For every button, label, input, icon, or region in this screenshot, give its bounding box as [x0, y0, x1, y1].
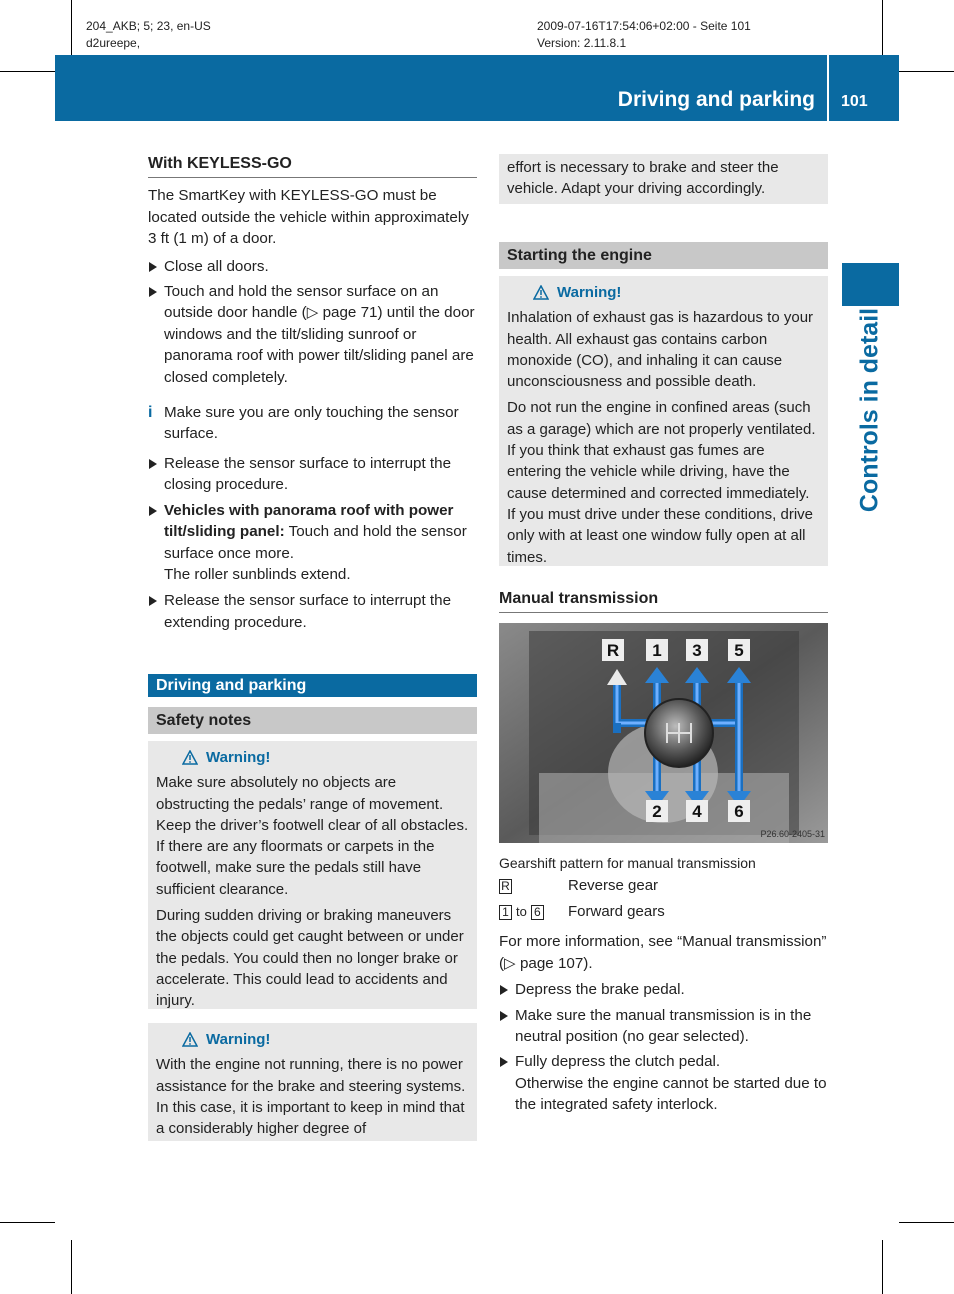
page-number: 101 [841, 93, 868, 110]
bullet-clutch [499, 1051, 828, 1115]
legend-reverse-text: Reverse gear [568, 877, 659, 895]
warning-triangle-icon [182, 750, 198, 765]
gear-label: 4 [692, 802, 702, 822]
bullet-release-extending: Release the sensor surface to interrupt the extending procedure. [148, 590, 477, 633]
warning-header [156, 1029, 469, 1050]
warning-triangle-icon [533, 285, 549, 300]
crop-mark [899, 1222, 954, 1223]
side-tab-marker [842, 263, 899, 306]
bullet-touch-sensor: Touch and hold the sensor surface on an outside door handle (▷ page 71) until the door windows and the tilt/sliding sunroof or panorama roof with power tilt/sliding panel are closed completely. [148, 281, 477, 388]
warning-text: During sudden driving or braking maneuvers the objects could get caught between or under the pedals. You could then no longer brake or accelerate. This could lead to accidents and injury. [156, 907, 464, 1010]
warning-triangle-icon [182, 1032, 198, 1047]
gear-label: 1 [652, 641, 662, 661]
bullet-panorama [148, 500, 477, 586]
legend-forward-text: Forward gears [568, 903, 665, 921]
bullet-release-closing: Release the sensor surface to interrupt the closing procedure. [148, 453, 477, 496]
warning-header [156, 747, 469, 768]
section-starting-engine: Starting the engine [499, 242, 828, 269]
info-text: Make sure you are only touching the sensor surface. [164, 404, 459, 443]
bullet-clutch-text: Fully depress the clutch pedal. [515, 1053, 721, 1071]
crop-mark [882, 0, 883, 55]
manual-transmission-heading: Manual transmission [499, 588, 828, 613]
meta-line: Version: 2.11.8.1 [537, 36, 627, 50]
crop-mark [0, 71, 55, 72]
warning-box-exhaust [499, 276, 828, 566]
warning-text: Make sure absolutely no objects are obstructing the pedals’ range of movement. Keep the driver’s footwell clear of all obstacles. If there are any floormats or carpets in the footwell, make sure the pedals still have sufficient clearance. [156, 774, 469, 898]
meta-line: d2ureepe, [86, 36, 141, 50]
right-column [499, 588, 828, 1116]
key-1: 1 [499, 905, 512, 920]
warning-header [507, 282, 820, 303]
warning-text: With the engine not running, there is no power assistance for the brake and steering systems. In this case, it is important to keep in mind that a considerably higher degree of [156, 1056, 466, 1138]
page-header [55, 55, 899, 121]
meta-line: 204_AKB; 5; 23, en-US [86, 19, 211, 33]
keyless-heading: With KEYLESS-GO [148, 153, 477, 178]
warning-box-pedals [148, 741, 477, 1009]
crop-mark [71, 0, 72, 55]
image-code: P26.60-2405-31 [760, 829, 825, 840]
gear-label: 3 [692, 641, 702, 661]
more-info-text: For more information, see “Manual transmission” (▷ page 107). [499, 933, 827, 972]
bullet-close-doors: Close all doors. [148, 256, 477, 277]
crop-mark [71, 1240, 72, 1294]
gearshift-image [499, 623, 828, 843]
gear-label: R [606, 641, 620, 661]
meta-line: 2009-07-16T17:54:06+02:00 - Seite 101 [537, 19, 751, 33]
legend-row-reverse [499, 873, 828, 899]
crop-mark [882, 1240, 883, 1294]
bullet-panorama-line2: The roller sunblinds extend. [164, 565, 351, 583]
key-6: 6 [531, 905, 544, 920]
side-tab-label: Controls in detail [855, 307, 884, 513]
print-meta-right [537, 18, 751, 52]
warning-label: Warning! [206, 749, 271, 766]
gear-label: 2 [652, 802, 662, 822]
continued-warning-box [499, 154, 828, 204]
warning-text: Do not run the engine in confined areas (such as a garage) which are not properly ventilated. If you think that exhaust gas fumes are entering the vehicle while driving, have the cause determined and corrected immediately. If you must drive under these conditions, drive only with at least one window fully open at all times. [507, 399, 816, 566]
key-r: R [499, 879, 512, 894]
bullet-panorama-bold: Vehicles with panorama roof with power tilt/sliding panel: [164, 501, 454, 541]
info-note [148, 402, 477, 445]
bullet-panorama-text: Touch and hold the sensor surface once more. [164, 523, 467, 562]
legend-to: to [516, 904, 527, 920]
legend-row-forward [499, 899, 828, 925]
gearshift-pattern-illustration [499, 623, 828, 843]
warning-text: effort is necessary to brake and steer the vehicle. Adapt your driving accordingly. [507, 159, 779, 198]
gear-label: 5 [734, 641, 744, 661]
info-icon: i [148, 404, 153, 422]
crop-mark [0, 1222, 55, 1223]
section-safety-notes: Safety notes [148, 707, 477, 734]
warning-label: Warning! [557, 284, 622, 301]
warning-text: Inhalation of exhaust gas is hazardous to your health. All exhaust gas contains carbon monoxide (CO), and inhaling it can cause unconsciousness and possible death. [507, 309, 814, 391]
section-driving-parking: Driving and parking [148, 674, 477, 697]
header-divider [827, 55, 829, 121]
bullet-neutral: Make sure the manual transmission is in the neutral position (no gear selected). [499, 1005, 828, 1048]
crop-mark [899, 71, 954, 72]
gear-label: 6 [734, 802, 744, 822]
warning-label: Warning! [206, 1031, 271, 1048]
bullet-depress-brake: Depress the brake pedal. [499, 979, 828, 1000]
bullet-clutch-line2: Otherwise the engine cannot be started due to the integrated safety interlock. [515, 1074, 827, 1114]
image-caption: Gearshift pattern for manual transmission [499, 855, 756, 872]
warning-box-engine-off [148, 1023, 477, 1141]
left-column [148, 153, 477, 633]
header-title: Driving and parking [617, 88, 815, 111]
print-meta-left [86, 18, 211, 52]
keyless-intro: The SmartKey with KEYLESS-GO must be located outside the vehicle within approximately 3 ft (1 m) of a door. [148, 187, 469, 248]
